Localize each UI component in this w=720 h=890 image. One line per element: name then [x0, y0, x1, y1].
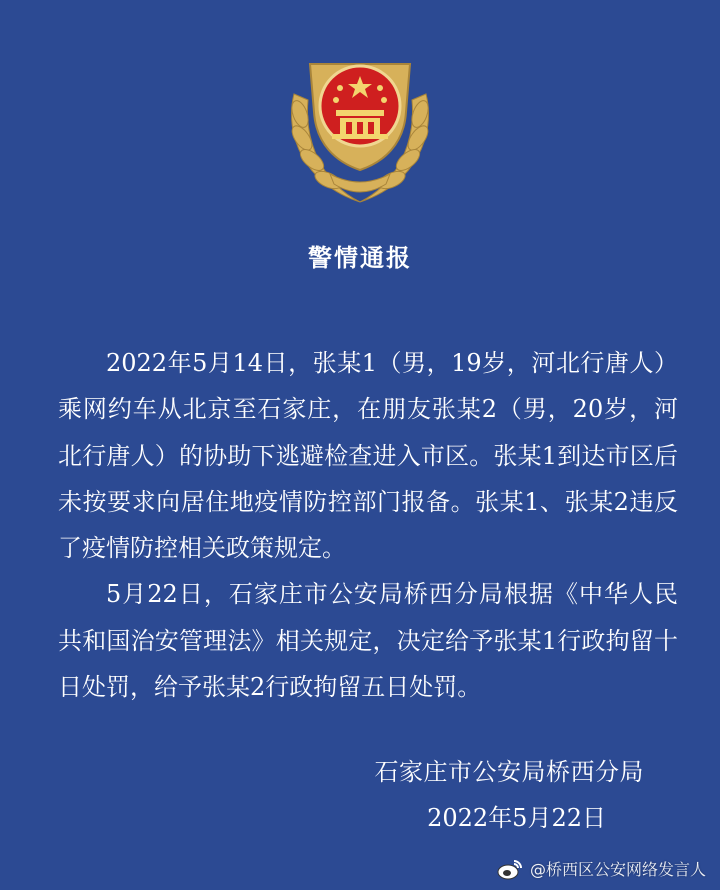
notice-paragraph: 5月22日，石家庄市公安局桥西分局根据《中华人民共和国治安管理法》相关规定，决定给予张某1行政拘留十日处罚，给予张某2行政拘留五日处罚。: [58, 580, 678, 702]
weibo-watermark: [496, 857, 706, 880]
police-badge-icon: [274, 34, 446, 206]
signature-block: [375, 749, 645, 841]
watermark-text: @桥西区公安网络发言人: [529, 860, 706, 879]
signature-org: 石家庄市公安局桥西分局: [374, 758, 644, 786]
notice-paragraph: 2022年5月14日，张某1（男，19岁，河北行唐人）乘网约车从北京至石家庄，在朋友张某2（男，20岁，河北行唐人）的协助下逃避检查进入市区。张某1到达市区后未按要求向居住地疫情防控部门报备。张某1、张某2违反了疫情防控相关政策规定。: [58, 349, 678, 563]
notice-title: 警情通报: [308, 244, 412, 272]
notice-body: [58, 340, 678, 710]
weibo-icon: [496, 858, 524, 880]
signature-date: 2022年5月22日: [427, 804, 606, 832]
